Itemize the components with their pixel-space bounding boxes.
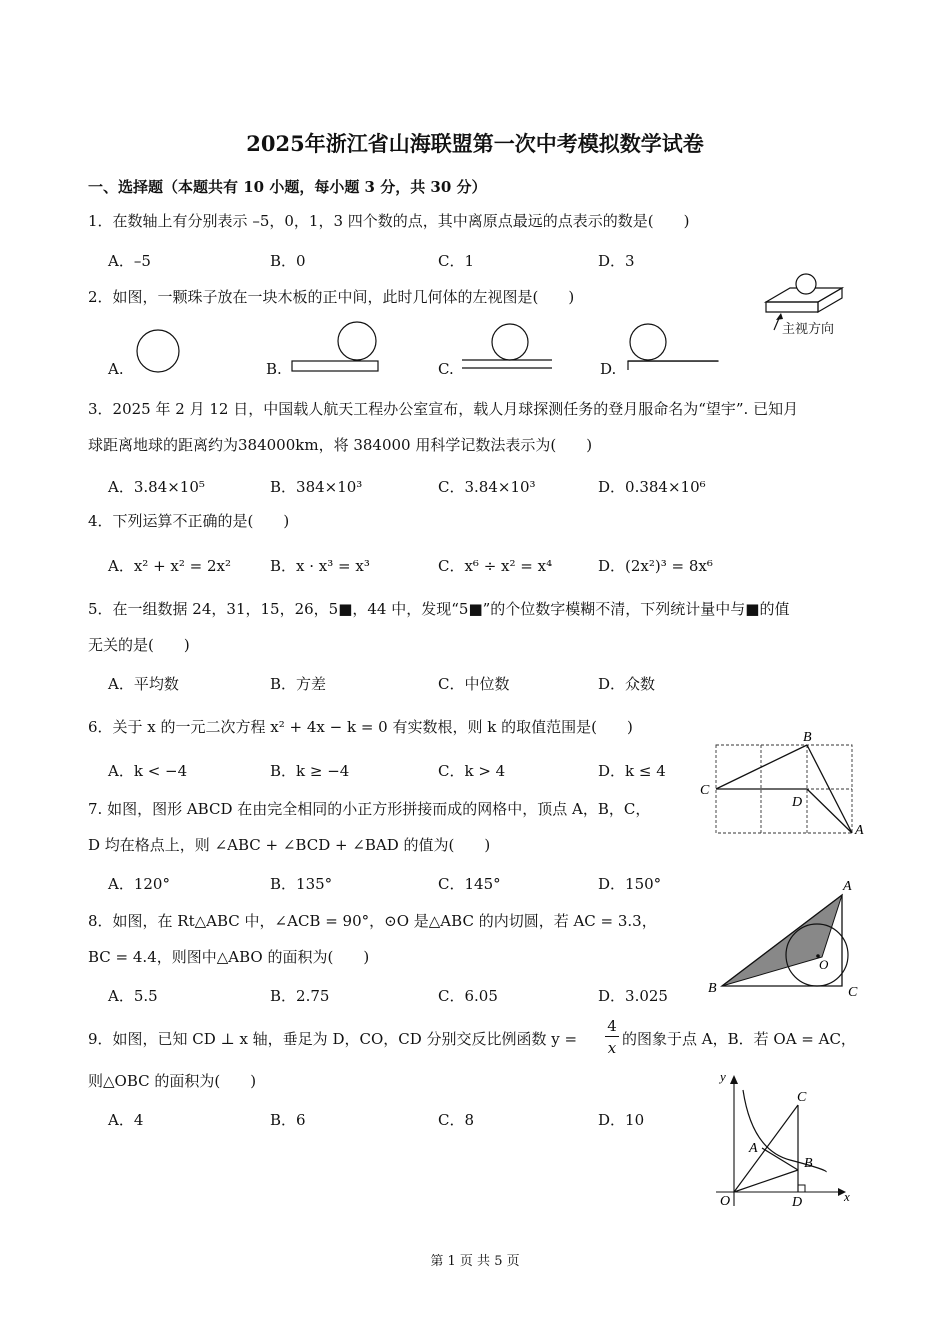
q8-option-d: D．3.025 bbox=[598, 987, 668, 1005]
q7-option-b: B．135° bbox=[270, 875, 333, 893]
q3-option-d: D．0.384×10⁶ bbox=[598, 478, 706, 496]
q9-line-ab bbox=[762, 1148, 798, 1170]
question-5-line2: 无关的是( ) bbox=[88, 636, 190, 654]
question-4-stem: 4．下列运算不正确的是( ) bbox=[88, 512, 290, 530]
q7-label-a: A bbox=[855, 823, 864, 838]
q9-label-d: D bbox=[792, 1195, 803, 1210]
question-9-line1-part2: 的图象于点 A，B．若 OA = AC， bbox=[622, 1030, 856, 1048]
question-5-line1: 5．在一组数据 24，31，15，26，5■，44 中，发现“5■”的个位数字模糊不清，下列统计量中与■的值 bbox=[88, 600, 790, 618]
page-footer: 第 1 页 共 5 页 bbox=[430, 1254, 520, 1269]
q8-label-a: A bbox=[843, 879, 852, 894]
q9-line-ob bbox=[734, 1170, 798, 1192]
q8-label-c: C bbox=[848, 985, 858, 1000]
q1-option-b: B．0 bbox=[270, 252, 306, 270]
q7-label-d: D bbox=[792, 795, 803, 810]
q2-label-d: D. bbox=[600, 360, 617, 378]
q9-hyperbola bbox=[743, 1090, 826, 1172]
q7-option-d: D．150° bbox=[598, 875, 662, 893]
q9-label-o: O bbox=[720, 1194, 731, 1209]
q4-option-b: B．x · x³ = x³ bbox=[270, 557, 370, 575]
question-8-line2: BC = 4.4，则图中△ABO 的面积为( ) bbox=[88, 948, 370, 966]
q8-option-b: B．2.75 bbox=[270, 987, 330, 1005]
q7-label-b: B bbox=[803, 730, 812, 745]
q3-option-c: C．3.84×10³ bbox=[438, 478, 536, 496]
q7-label-c: C bbox=[700, 783, 710, 798]
q6-option-a: A．k < −4 bbox=[108, 762, 188, 780]
q7-option-a: A．120° bbox=[108, 875, 170, 893]
q8-label-b: B bbox=[708, 981, 717, 996]
question-9-line1-part1: 9．如图，已知 CD ⊥ x 轴，垂足为 D，CO，CD 分别交反比例函数 y = bbox=[88, 1030, 578, 1048]
section-heading: 一、选择题（本题共有 10 小题，每小题 3 分，共 30 分） bbox=[88, 178, 487, 196]
q4-option-a: A．x² + x² = 2x² bbox=[108, 557, 232, 575]
question-7-line2: D 均在格点上，则 ∠ABC + ∠BCD + ∠BAD 的值为( ) bbox=[88, 836, 491, 854]
q3-option-b: B．384×10³ bbox=[270, 478, 363, 496]
question-3-line1: 3．2025 年 2 月 12 日，中国载人航天工程办公室宣布，载人月球探测任务的登月服命名为“望宇”. 已知月 bbox=[88, 400, 799, 418]
q5-option-a: A．平均数 bbox=[108, 675, 179, 693]
q7-option-c: C．145° bbox=[438, 875, 501, 893]
q9-label-c: C bbox=[797, 1090, 807, 1105]
q9-option-a: A．4 bbox=[108, 1111, 144, 1129]
q1-option-c: C．1 bbox=[438, 252, 475, 270]
q6-option-b: B．k ≥ −4 bbox=[270, 762, 350, 780]
q2-label-a: A. bbox=[108, 360, 124, 378]
q2-view-direction-label: 主视方向 bbox=[782, 322, 835, 337]
question-7-line1: 7. 如图，图形 ABCD 在由完全相同的小正方形拼接而成的网格中，顶点 A，B，C， bbox=[88, 800, 651, 818]
q5-option-d: D．众数 bbox=[598, 675, 656, 693]
question-2-stem: 2．如图，一颗珠子放在一块木板的正中间，此时几何体的左视图是( ) bbox=[88, 288, 575, 306]
q1-option-d: D．3 bbox=[598, 252, 635, 270]
q9-option-d: D．10 bbox=[598, 1111, 645, 1129]
q8-option-c: C．6.05 bbox=[438, 987, 498, 1005]
q5-option-b: B．方差 bbox=[270, 675, 327, 693]
q4-option-d: D．(2x²)³ = 8x⁶ bbox=[598, 557, 713, 575]
question-3-line2: 球距离地球的距离约为384000km，将 384000 用科学记数法表示为( ) bbox=[88, 436, 593, 454]
q1-option-a: A．–5 bbox=[108, 252, 151, 270]
q6-option-c: C．k > 4 bbox=[438, 762, 506, 780]
q9-fraction-denominator: x bbox=[607, 1039, 617, 1057]
question-1-stem: 1．在数轴上有分别表示 –5，0，1，3 四个数的点，其中离原点最远的点表示的数是( ) bbox=[88, 212, 690, 230]
q9-option-c: C．8 bbox=[438, 1111, 475, 1129]
question-8-line1: 8．如图，在 Rt△ABC 中，∠ACB = 90°，⊙O 是△ABC 的内切圆，若 AC = 3.3， bbox=[88, 912, 657, 930]
q9-label-x: x bbox=[844, 1189, 850, 1204]
q9-label-a: A bbox=[749, 1141, 758, 1156]
q5-option-c: C．中位数 bbox=[438, 675, 510, 693]
q9-label-b: B bbox=[804, 1156, 813, 1171]
q9-label-y: y bbox=[720, 1069, 726, 1084]
q4-option-c: C．x⁶ ÷ x² = x⁴ bbox=[438, 557, 553, 575]
q8-label-o: O bbox=[819, 957, 829, 972]
q6-option-d: D．k ≤ 4 bbox=[598, 762, 666, 780]
page-title: 2025年浙江省山海联盟第一次中考模拟数学试卷 bbox=[246, 131, 704, 156]
q8-option-a: A．5.5 bbox=[108, 987, 158, 1005]
q9-right-angle-mark bbox=[798, 1185, 805, 1192]
q2-label-b: B. bbox=[266, 360, 282, 378]
q9-line-oc bbox=[734, 1105, 798, 1192]
q9-option-b: B．6 bbox=[270, 1111, 306, 1129]
question-6-stem: 6．关于 x 的一元二次方程 x² + 4x − k = 0 有实数根，则 k 的取值范围是( ) bbox=[88, 718, 633, 736]
q3-option-a: A．3.84×10⁵ bbox=[108, 478, 205, 496]
question-9-line2: 则△OBC 的面积为( ) bbox=[88, 1072, 257, 1090]
q2-label-c: C. bbox=[438, 360, 454, 378]
q9-fraction-numerator: 4 bbox=[607, 1017, 617, 1035]
